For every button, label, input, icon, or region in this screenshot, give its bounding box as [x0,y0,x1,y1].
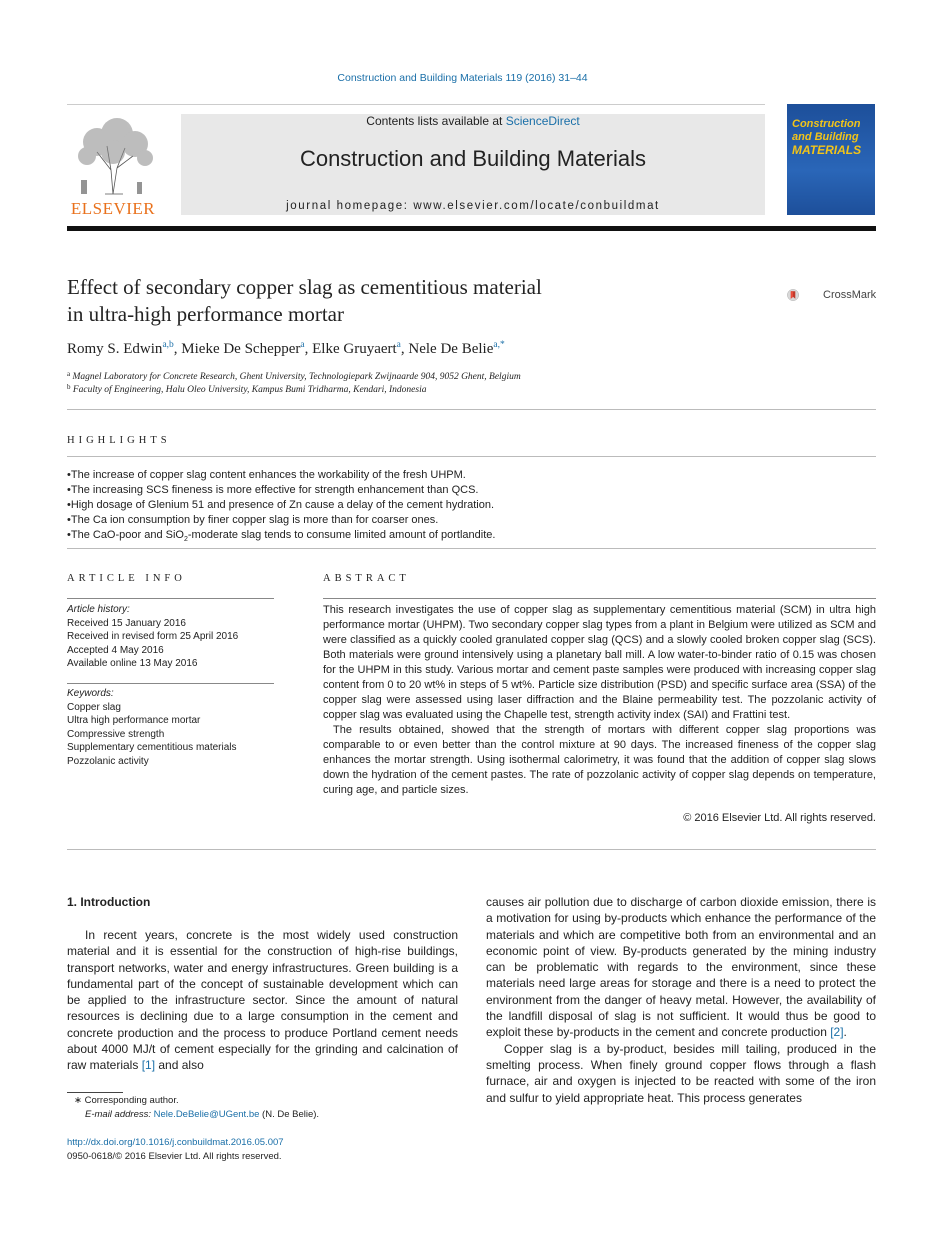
introduction-heading: 1. Introduction [67,895,151,909]
section-divider [67,548,876,549]
intro-left-column: In recent years, concrete is the most widely used construction material and it is essential for the construction of high-rise buildings, transport networks, water and energy infrastructures. Green building is a fundamental part of the concept of sustainable development which can be applied to the infrastructure sector. Since the amount of natural resources is declining due to a large consumption in the cement and concrete production and the process to produce Portland cement needs about 4000 MJ/t of cement especially for the grinding and calcination of raw materials [1] and also [67,928,458,1073]
header-divider [67,104,765,105]
sciencedirect-link[interactable]: ScienceDirect [505,114,580,128]
journal-title: Construction and Building Materials [299,146,647,171]
section-divider [67,409,876,410]
header-thick-rule [67,226,876,231]
history-entry: Accepted 4 May 2016 [67,644,164,656]
corresponding-author-note: ∗ Corresponding author. [74,1095,179,1106]
email-note: E-mail address: Nele.DeBelie@UGent.be (N. De Belie). [85,1109,320,1120]
crossmark-icon[interactable] [787,279,821,311]
abstract-heading: ABSTRACT [323,573,410,584]
author-list: Romy S. Edwin$^{a,b}$, Mieke De Schepper$^a$, Elke Gruyaert$^a$, Nele De Belie$^{a,*}$ [67,340,505,357]
author-name[interactable]: Mieke De Schepper [181,341,301,357]
author-name[interactable]: Elke Gruyaert [312,341,397,357]
journal-homepage[interactable]: journal homepage: www.elsevier.com/locate/conbuildmat [286,200,660,212]
abstract-divider [323,598,876,599]
keyword: Pozzolanic activity [67,755,149,767]
author-name[interactable]: Romy S. Edwin [67,341,163,357]
highlight-item: • The increase of copper slag content enhances the workability of the fresh UHPM. [67,468,876,483]
elsevier-wordmark: ELSEVIER [70,199,156,218]
highlights-list [67,468,876,547]
cover-title: Construction and Building MATERIALS [792,118,862,157]
section-divider [67,456,876,457]
keyword: Compressive strength [67,728,165,740]
highlight-item: • The CaO-poor and SiO$_2$-moderate slag tends to consume limited amount of portlandite. [67,528,876,547]
history-entry: Received in revised form 25 April 2016 [67,631,239,642]
intro-right-column: causes air pollution due to discharge of carbon dioxide emission, there is a motivation for using by-products which enhance the performance of the materials and which are competitive both from an environmental and an economic point of view. By-products generated by the mining industry can be problematic with regards to the environment, since these materials need large areas for storage and there is a need to protect the environment from the danger of heavy metal. However, the availability of the landfill disposal of slag is not sufficient. It would thus be good to exploit these by-products in the cement and concrete production [2]. Copper slag is a by-product, besides mill tailing, produced in the smelting process. When finely ground copper flows through a flash furnace, air and oxygen is injected to be reacted with some of the iron and sulfur to yield appropriate heat. This process generates [486,895,876,1105]
footnote-rule [67,1092,123,1093]
reference-link[interactable]: [2] [830,1025,844,1040]
section-divider [67,849,876,850]
reference-link[interactable]: [1] [141,1058,156,1073]
article-title: Effect of secondary copper slag as cementitious material in ultra-high performance mortar [67,275,542,326]
email-link[interactable]: Nele.DeBelie@UGent.be [153,1109,260,1120]
highlight-item: • The Ca ion consumption by finer copper slag is more than for coarser ones. [67,513,876,528]
highlight-item: • High dosage of Glenium 51 and presence of Zn cause a delay of the cement hydration. [67,498,876,513]
crossmark-label[interactable]: CrossMark [823,289,877,301]
journal-citation-link[interactable]: Construction and Building Materials 119 (2016) 31–44 [337,72,588,84]
affiliation: $^b$ Faculty of Engineering, Halu Oleo University, Kampus Bumi Tridharma, Kendari, Indonesia [67,383,427,395]
keyword: Supplementary cementitious materials [67,742,237,753]
highlights-heading: HIGHLIGHTS [67,435,171,446]
history-entry: Received 15 January 2016 [67,617,186,629]
issn-line: 0950-0618/© 2016 Elsevier Ltd. All rights reserved. [67,1151,282,1162]
history-entry: Available online 13 May 2016 [67,658,198,669]
keywords: Keywords: Copper slag Ultra high performance mortar Compressive strength Supplementary cementitious materials Pozzolanic activity [67,687,274,768]
abstract-copyright: © 2016 Elsevier Ltd. All rights reserved. [683,812,876,824]
contents-line: Contents lists available at ScienceDirect [366,114,580,128]
keyword: Copper slag [67,701,121,713]
info-divider [67,598,274,599]
article-info-heading: ARTICLE INFO [67,573,186,584]
article-history: Article history: Received 15 January 2016 Received in revised form 25 April 2016 Accepted 4 May 2016 Available online 13 May 2016 [67,603,274,671]
highlight-item: • The increasing SCS fineness is more effective for strength enhancement than QCS. [67,483,876,498]
abstract-text: This research investigates the use of copper slag as supplementary cementitious material (SCM) in ultra high performance mortar (UHPM). Two secondary copper slag types from a plant in Belgium were utilized as SCM and were classified as a quickly cooled granulated copper slag (QCS) and a slowly cooled broken copper slag (SCS). Both materials were ground intensively using a planetary ball mill. A low water-to-binder ratio of 0.15 was chosen for the UHPM in this study. Various mortar and cement paste samples were produced with increasing copper slag content from 0 to 20 wt% in steps of 5 wt%. Particle size distribution (PSD) and specific surface area (SSA) of the copper slag were assessed using laser diffraction and the Blaine permeability test. The pozzolanic activity of copper slag was evaluated using the Chapelle test, strength activity index (SAI) and Frattini test. The results obtained, showed that the strength of mortars with different copper slag proportions was comparable to or even better than the control mixture at 90 days. The increased fineness of the copper slag enhances the mortar strength. Using isothermal calorimetry, it was found that the addition of copper slag slows down the hydration of the cement pastes. The rate of pozzolanic activity of copper slag depends on temperature, curing age, and particle sizes. [323,604,876,796]
author-name[interactable]: Nele De Belie [408,341,494,357]
keyword: Ultra high performance mortar [67,715,201,726]
affiliation: $^a$ Magnel Laboratory for Concrete Research, Ghent University, Technologiepark Zwijnaarde 904, 9052 Ghent, Belgium [67,370,521,382]
info-divider [67,683,274,684]
doi-link[interactable]: http://dx.doi.org/10.1016/j.conbuildmat.2016.05.007 [67,1137,284,1148]
